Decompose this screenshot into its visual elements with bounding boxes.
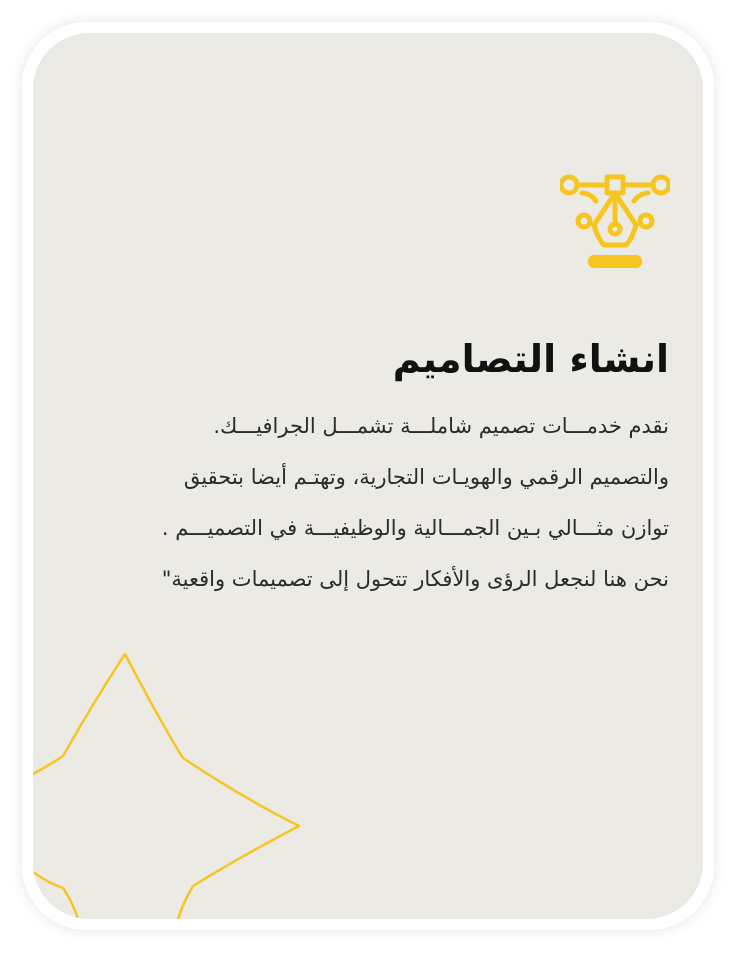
description-line: نحن هنا لنجعل الرؤى والأفكار تتحول إلى تصميمات واقعية"	[161, 567, 669, 591]
card-title: انشاء التصاميم	[392, 337, 669, 381]
card-description	[65, 401, 669, 605]
description-line: نقدم خدمـــات تصميم شاملـــة تشمـــل الجرافيـــك.	[213, 414, 669, 438]
service-card	[22, 22, 714, 930]
description-line: توازن مثـــالي بـين الجمـــالية والوظيفيـــة في التصميـــم .	[161, 516, 669, 540]
description-line: والتصميم الرقمي والهويـات التجارية، وتهتـم أيضا بتحقيق	[183, 465, 669, 489]
star-decoration	[33, 648, 333, 919]
service-card-body	[33, 33, 703, 919]
pen-tool-icon	[560, 173, 670, 273]
